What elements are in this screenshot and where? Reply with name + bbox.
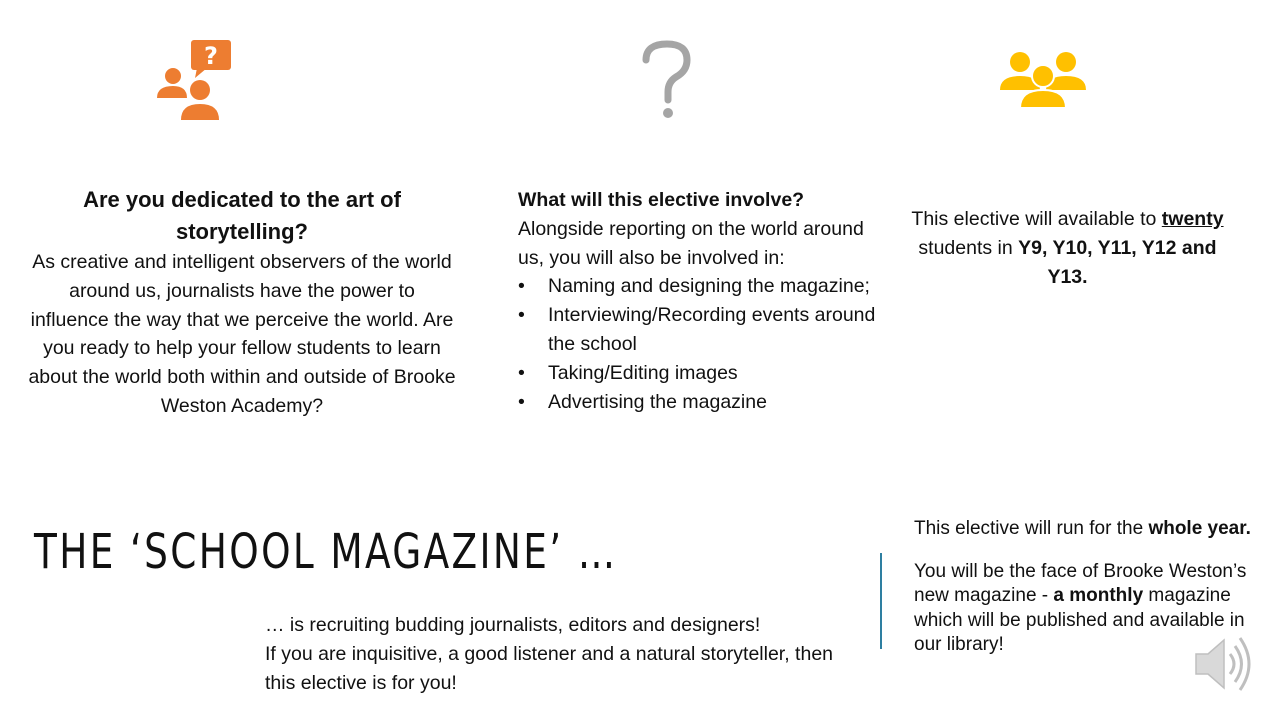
recruiting-line-1: … is recruiting budding journalists, editors and designers!: [265, 614, 761, 636]
magazine-text: You will be the face of Brooke Weston’s new magazine -: [914, 560, 1247, 606]
svg-text:?: ?: [204, 42, 218, 70]
group-icon: [998, 48, 1088, 110]
vertical-divider: [880, 553, 882, 649]
availability-text-middle: students in: [918, 236, 1013, 259]
elective-involve-heading: What will this elective involve?: [518, 189, 805, 211]
availability-section: [905, 205, 1230, 291]
duration-paragraph: [914, 517, 1269, 542]
storytelling-heading: Are you dedicated to the art of storytelling?: [83, 187, 401, 244]
list-item: • Taking/Editing images: [518, 359, 878, 388]
storytelling-section: [28, 184, 456, 421]
magazine-text-end: magazine which will be published and available in our library!: [914, 585, 1245, 655]
recruiting-line-2: If you are inquisitive, a good listener and a natural storyteller, then this elective is for you!: [265, 642, 834, 694]
duration-bold: whole year.: [1148, 518, 1251, 539]
storytelling-body: As creative and intelligent observers of the world around us, journalists have the power to influence the way that we perceive the world. Are you ready to help your fellow students to learn about the world both within and outside of Brooke Weston Academy?: [28, 251, 456, 417]
duration-text: This elective will run for the: [914, 518, 1144, 539]
magazine-bold: a monthly: [1053, 585, 1144, 606]
recruiting-text: [265, 611, 845, 697]
people-question-icon: [155, 38, 233, 124]
question-mark-icon: [640, 40, 694, 122]
availability-count: twenty: [1161, 208, 1224, 230]
elective-involve-intro: Alongside reporting on the world around us, you will also be involved in:: [518, 217, 864, 269]
availability-text: This elective will available to: [911, 208, 1157, 230]
involvement-list: [518, 272, 878, 416]
list-item: • Interviewing/Recording events around the school: [518, 301, 878, 359]
page-title: THE ‘SCHOOL MAGAZINE’ …: [34, 524, 618, 580]
availability-end: .: [1082, 265, 1088, 288]
availability-years: Y9, Y10, Y11, Y12 and Y13: [1018, 236, 1217, 288]
speaker-icon[interactable]: [1190, 632, 1256, 696]
list-item: • Advertising the magazine: [518, 388, 878, 417]
list-item: • Naming and designing the magazine;: [518, 272, 878, 301]
elective-involve-section: [518, 186, 878, 416]
